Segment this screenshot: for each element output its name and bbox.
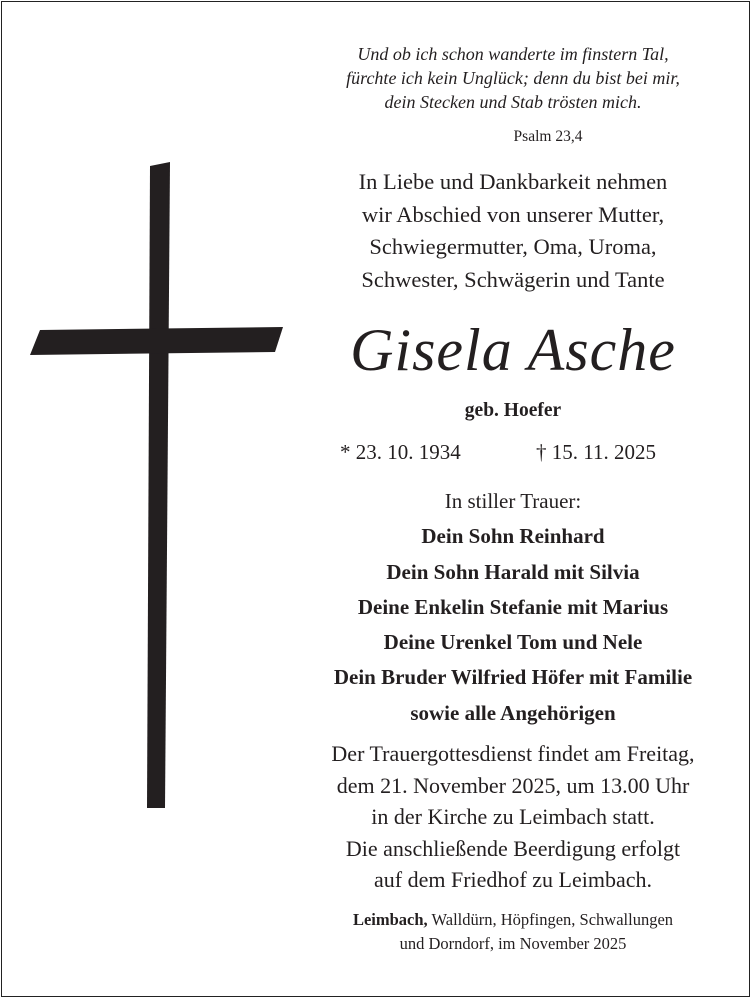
mourner-name: Deine Enkelin Stefanie mit Marius bbox=[357, 594, 669, 619]
service-line: Der Trauergottesdienst findet am Freitag, bbox=[331, 741, 695, 766]
birth-date: * 23. 10. 1934 bbox=[340, 440, 461, 464]
mourner-name: sowie alle Angehörigen bbox=[410, 700, 616, 725]
verse-source: Psalm 23,4 bbox=[513, 128, 583, 145]
deceased-name: Gisela Asche bbox=[350, 317, 676, 383]
service-line: Die anschließende Beerdigung erfolgt bbox=[345, 835, 681, 861]
place-line bbox=[304, 908, 722, 932]
place-line-2: und Dorndorf, im November 2025 bbox=[399, 934, 627, 953]
mourner-name: Dein Sohn Reinhard bbox=[421, 524, 605, 549]
intro-text bbox=[304, 166, 722, 296]
death-date: † 15. 11. 2025 bbox=[536, 440, 656, 464]
birth-name: geb. Hoefer bbox=[464, 400, 562, 421]
mourner-name: Deine Urenkel Tom und Nele bbox=[383, 630, 643, 655]
place-date bbox=[304, 908, 722, 956]
service-line: dem 21. November 2025, um 13.00 Uhr bbox=[336, 772, 690, 798]
service-info bbox=[304, 738, 722, 896]
service-line: in der Kirche zu Leimbach statt. bbox=[371, 804, 655, 829]
bible-verse bbox=[304, 42, 722, 114]
service-line: auf dem Friedhof zu Leimbach. bbox=[374, 867, 652, 892]
verse-line: dein Stecken und Stab trösten mich. bbox=[384, 92, 642, 112]
intro-line: Schwester, Schwägerin und Tante bbox=[361, 266, 665, 292]
place-main: Leimbach, bbox=[352, 910, 428, 929]
verse-line: Und ob ich schon wanderte im finstern Tal, bbox=[357, 44, 669, 64]
life-dates bbox=[304, 438, 722, 466]
mourner-name: Dein Bruder Wilfried Höfer mit Familie bbox=[333, 665, 693, 690]
mourner-name: Dein Sohn Harald mit Silvia bbox=[386, 559, 640, 584]
place-others: Walldürn, Höpfingen, Schwallungen bbox=[427, 910, 674, 929]
intro-line: In Liebe und Dankbarkeit nehmen bbox=[358, 169, 668, 194]
intro-line: Schwiegermutter, Oma, Uroma, bbox=[369, 234, 657, 259]
mourners-heading: In stiller Trauer: bbox=[444, 489, 582, 513]
intro-line: wir Abschied von unserer Mutter, bbox=[361, 201, 665, 227]
mourners-list bbox=[304, 484, 722, 731]
verse-line: fürchte ich kein Unglück; denn du bist bei mir, bbox=[346, 68, 680, 88]
